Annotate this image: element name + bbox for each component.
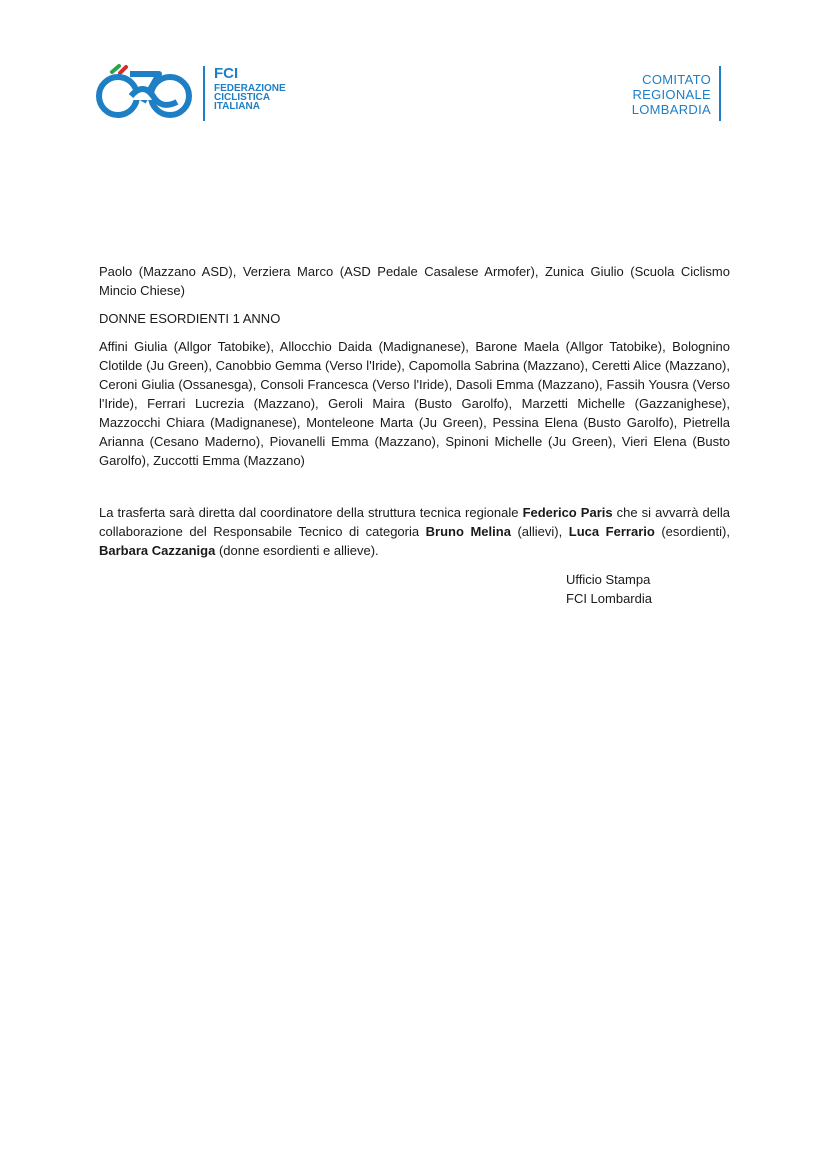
comitato-line-2: REGIONALE xyxy=(632,87,711,102)
logo-line-2: CICLISTICA xyxy=(214,92,271,103)
fci-logo xyxy=(95,62,305,124)
staff-paragraph xyxy=(99,503,730,560)
comitato-regionale-label xyxy=(632,72,711,117)
staff-text-2: che si avvarrà della collaborazione del Responsabile Tecnico di categoria xyxy=(99,505,730,539)
logo-divider xyxy=(203,66,205,121)
staff-name-bruno-melina: Bruno Melina xyxy=(425,524,511,539)
section-heading: DONNE ESORDIENTI 1 ANNO xyxy=(99,311,281,326)
staff-text-1: La trasferta sarà diretta dal coordinatore della struttura tecnica regionale xyxy=(99,505,523,520)
comitato-line-1: COMITATO xyxy=(642,72,711,87)
logo-wordmark xyxy=(214,66,286,111)
staff-text-4: (esordienti), xyxy=(654,524,730,539)
signature-line-1: Ufficio Stampa xyxy=(566,572,651,587)
signature-block xyxy=(566,570,652,608)
signature-line-2: FCI Lombardia xyxy=(566,591,652,606)
logo-line-3: ITALIANA xyxy=(214,101,260,112)
bicycle-logo-icon xyxy=(95,62,195,124)
logo-acronym: FCI xyxy=(214,65,239,82)
document-body xyxy=(99,262,730,560)
comitato-line-3: LOMBARDIA xyxy=(631,102,711,117)
staff-text-5: (donne esordienti e allieve). xyxy=(215,543,379,558)
staff-name-barbara-cazzaniga: Barbara Cazzaniga xyxy=(99,543,216,558)
athletes-list: Affini Giulia (Allgor Tatobike), Allocchio Daida (Madignanese), Barone Maela (Allgor Tatobike), Bolognino Clotilde (Ju Green), Canobbio Gemma (Verso l'Iride), Capomolla Sabrina (Mazzano), Ceretti Alice (Mazzano), Ceroni Giulia (Ossanesga), Consoli Francesca (Verso l'Iride), Dasoli Emma (Mazzano), Fassih Yousra (Verso l'Iride), Ferrari Lucrezia (Mazzano), Geroli Maira (Busto Garolfo), Marzetti Michelle (Gazzanighese), Mazzocchi Chiara (Madignanese), Monteleone Marta (Ju Green), Pessina Elena (Busto Garolfo), Pietrella Arianna (Cesano Maderno), Piovanelli Emma (Mazzano), Spinoni Michelle (Ju Green), Vieri Elena (Busto Garolfo), Zuccotti Emma (Mazzano) xyxy=(99,339,730,468)
comitato-divider xyxy=(719,66,721,121)
staff-text-3: (allievi), xyxy=(510,524,569,539)
staff-name-luca-ferrario: Luca Ferrario xyxy=(568,524,655,539)
staff-name-federico-paris: Federico Paris xyxy=(522,505,613,520)
logo-line-1: FEDERAZIONE xyxy=(214,83,286,94)
paragraph-continuation: Paolo (Mazzano ASD), Verziera Marco (ASD Pedale Casalese Armofer), Zunica Giulio (Scuola Ciclismo Mincio Chiese) xyxy=(99,264,730,298)
